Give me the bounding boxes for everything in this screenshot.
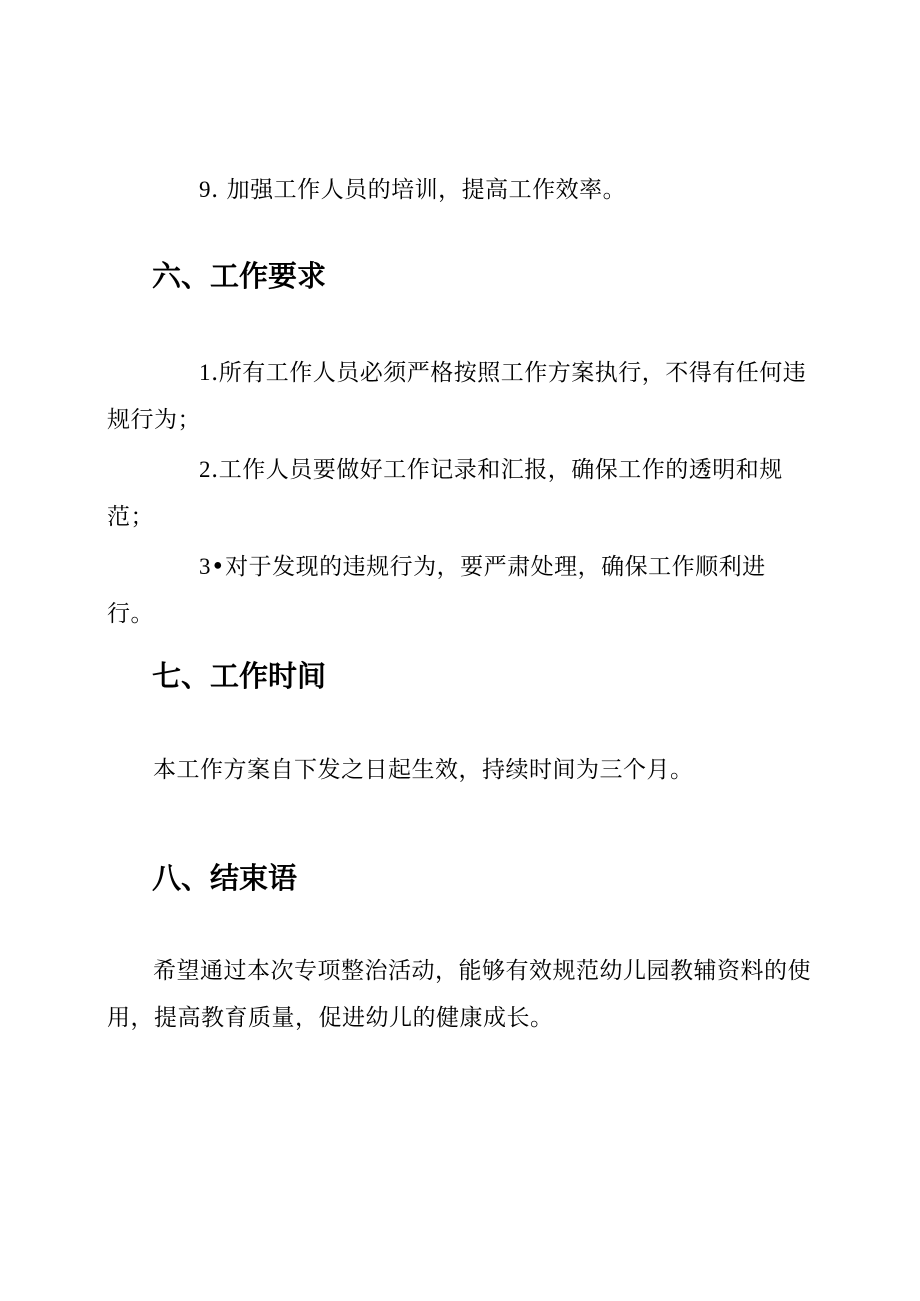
- requirement-item-2: [107, 446, 812, 541]
- conclusion-text: 希望通过本次专项整治活动，能够有效规范幼儿园教辅资料的使用，提高教育质量，促进幼儿的健康成长。: [107, 958, 811, 1031]
- item-number: 3: [199, 554, 211, 579]
- item-number: 9: [199, 177, 211, 202]
- item-text: .所有工作人员必须严格按照工作方案执行，不得有任何违规行为；: [107, 360, 807, 433]
- section-heading-requirements: 六、工作要求: [152, 259, 327, 293]
- list-item-9: [107, 166, 812, 214]
- requirement-item-3: [107, 543, 812, 638]
- section-heading-schedule: 七、工作时间: [152, 659, 327, 693]
- item-text: .工作人员要做好工作记录和汇报，确保工作的透明和规范；: [107, 457, 783, 530]
- schedule-text: 本工作方案自下发之日起生效，持续时间为三个月。: [153, 757, 694, 783]
- section-heading-conclusion: 八、结束语: [152, 861, 298, 895]
- item-text: . 加强工作人员的培训，提高工作效率。: [211, 177, 627, 203]
- requirement-item-1: [107, 349, 812, 444]
- item-number: 2: [199, 457, 211, 482]
- item-text: •对于发现的违规行为，要严肃处理，确保工作顺利进行。: [107, 554, 766, 627]
- item-number: 1: [199, 360, 211, 385]
